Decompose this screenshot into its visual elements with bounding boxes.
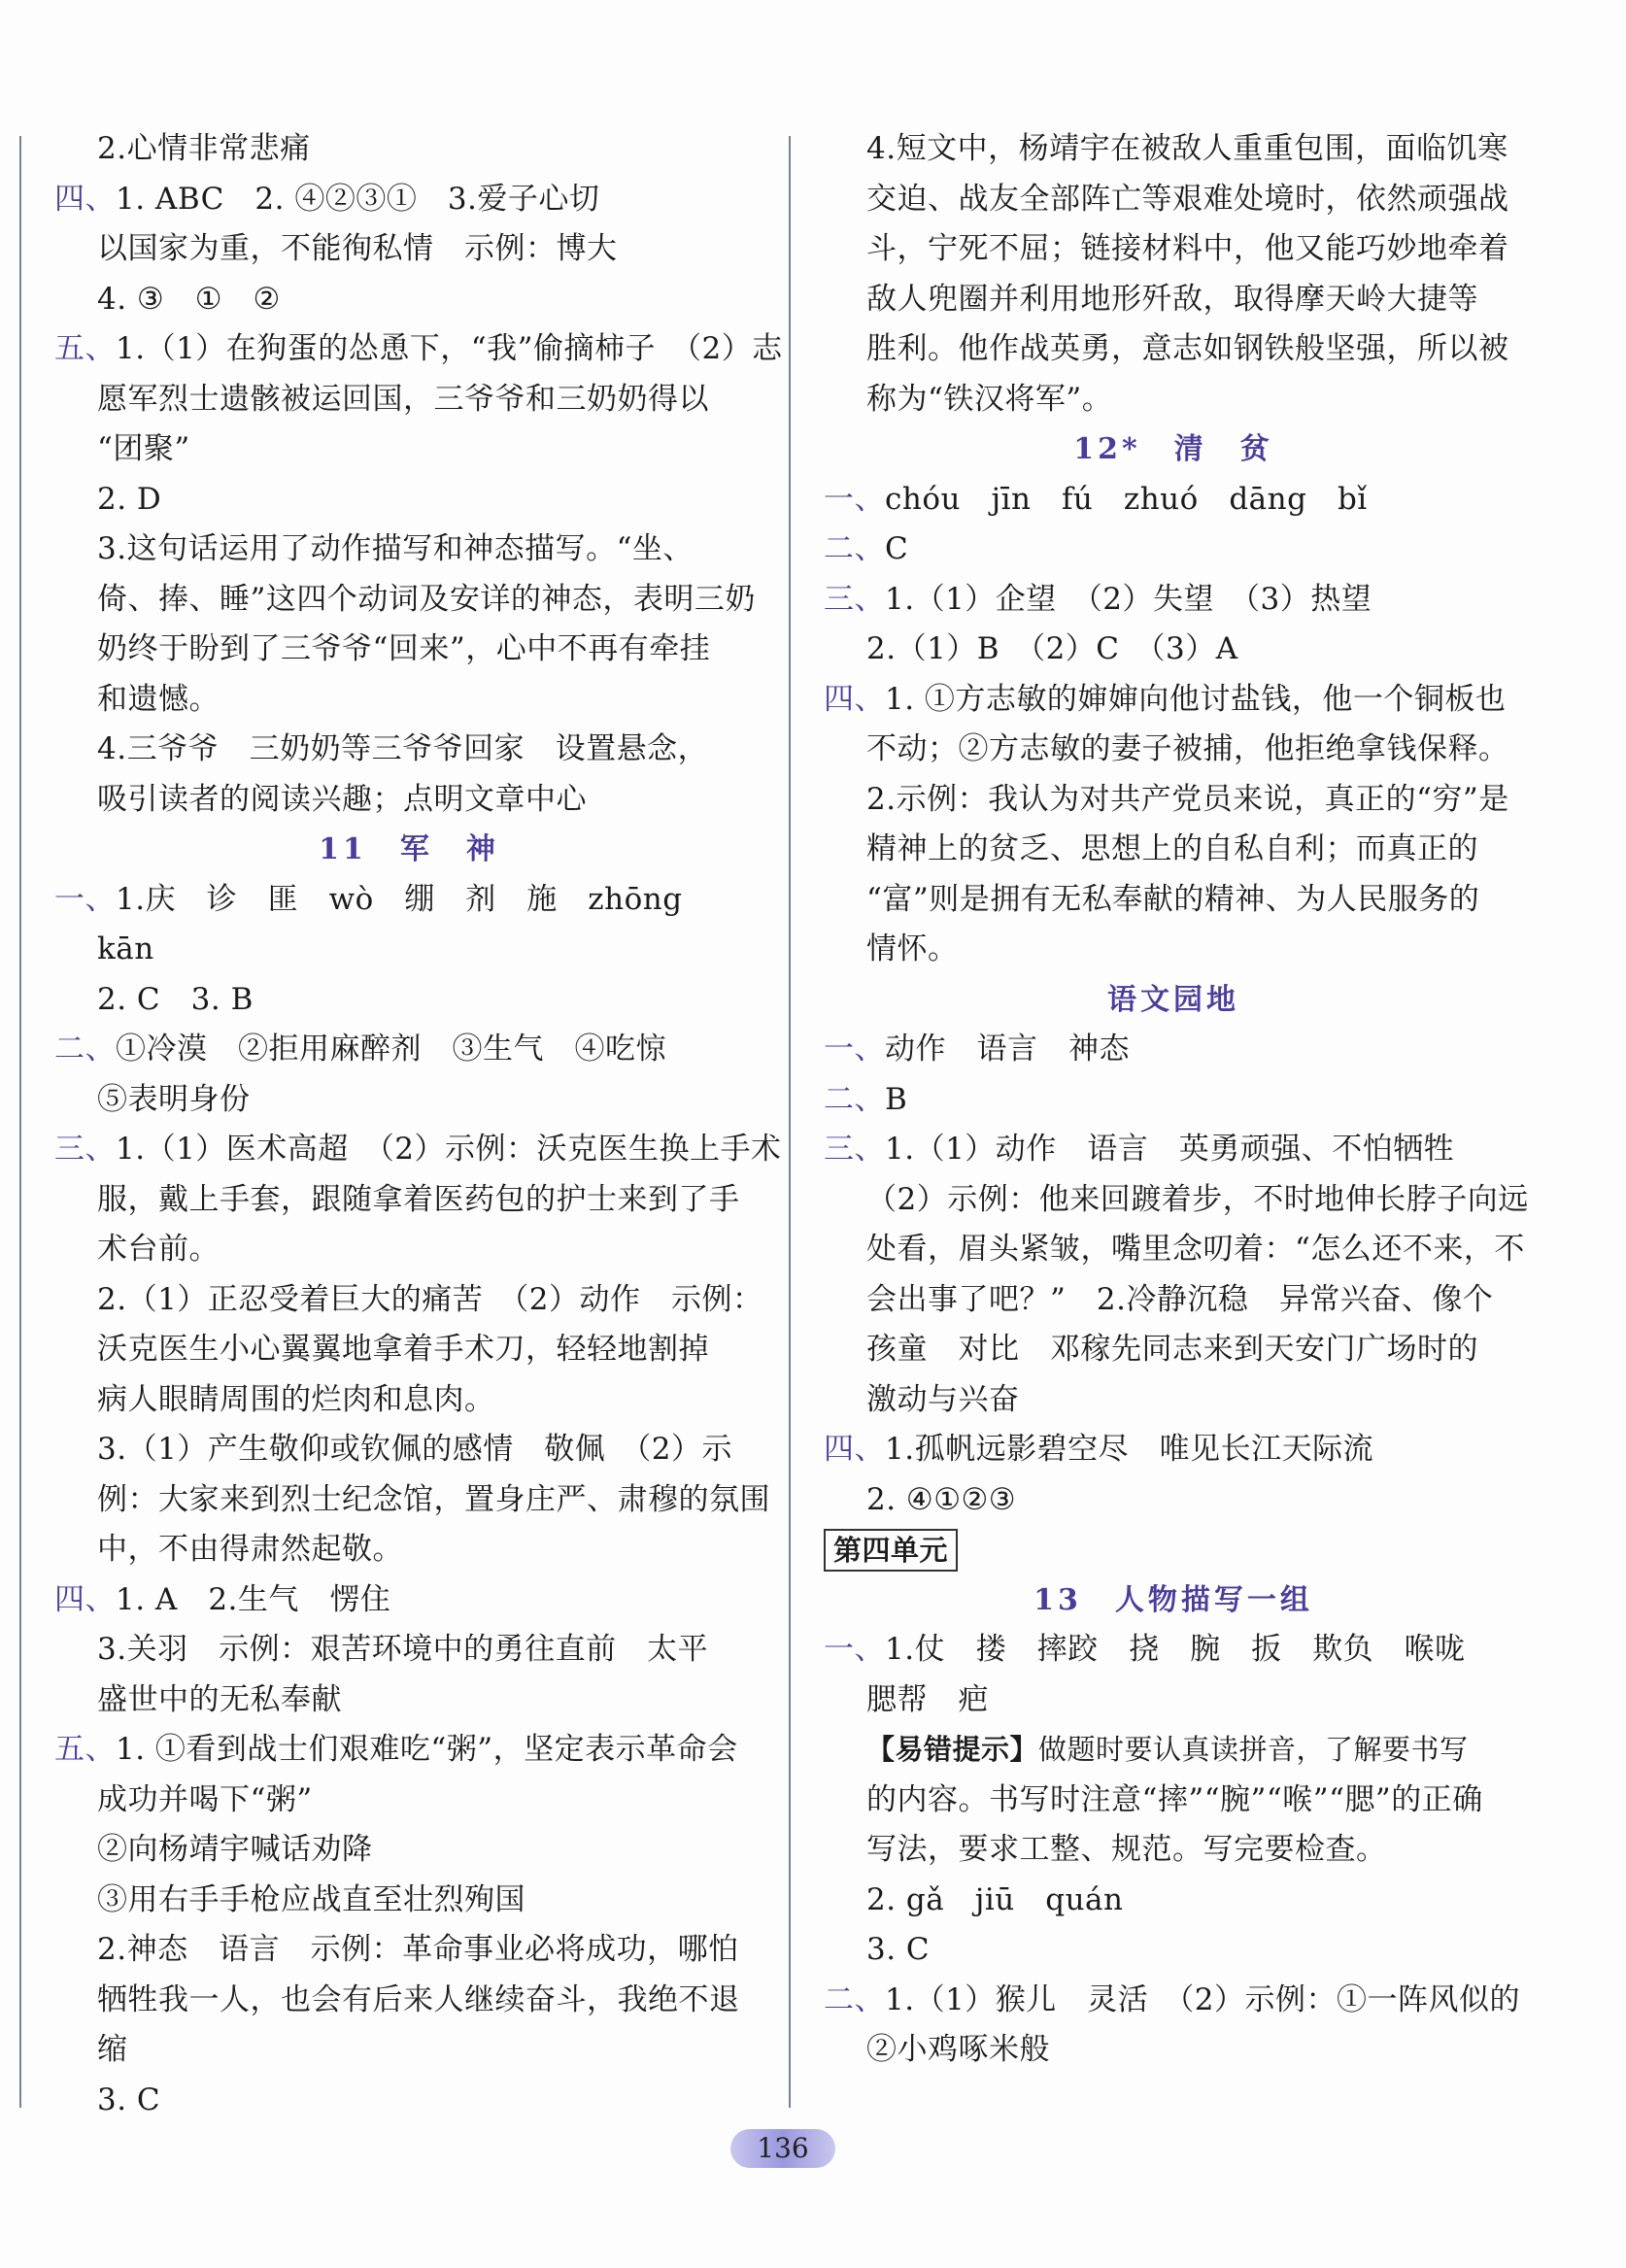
answer-line (824, 124, 1523, 175)
error-tip-label: 【易错提示】 (866, 1733, 1039, 1766)
answer-text: 2. gǎ jiū quán (866, 1881, 1124, 1917)
left-margin-rule (19, 136, 21, 2108)
section-marker: 一、 (824, 1032, 885, 1066)
answer-line (824, 1075, 1523, 1126)
answer-line (54, 1625, 763, 1676)
answer-text: 交迫、战友全部阵亡等艰难处境时，依然顽强战 (866, 181, 1509, 217)
answer-line (54, 1776, 763, 1826)
answer-line (824, 1175, 1529, 1226)
answer-text: 的内容。书写时注意“摔”“腕”“喉”“腮”的正确 (866, 1781, 1483, 1817)
answer-text: “富”则是拥有无私奉献的精神、为人民服务的 (866, 881, 1480, 917)
answer-line (54, 775, 763, 826)
answer-text: 病人眼睛周围的烂肉和息肉。 (97, 1381, 495, 1417)
answer-text: 2. D (97, 481, 162, 517)
answer-line (824, 275, 1523, 325)
answer-line (824, 675, 1523, 726)
answer-line (54, 1976, 763, 2026)
answer-text: 2.（1）正忍受着巨大的痛苦 （2）动作 示例： (97, 1281, 763, 1317)
answer-text: 3.（1）产生敬仰或钦佩的感情 敬佩 （2）示 (97, 1432, 733, 1467)
answer-line (824, 775, 1523, 826)
answer-text: 2.示例：我认为对共产党员来说，真正的“穷”是 (866, 781, 1509, 817)
answer-text: 精神上的贫乏、思想上的自私自利；而真正的 (866, 831, 1478, 866)
section-marker: 五、 (54, 1732, 116, 1767)
section-marker: 四、 (54, 181, 116, 217)
unit-label: 第四单元 (824, 1529, 958, 1572)
answer-line (54, 275, 763, 325)
answer-text: 吸引读者的阅读兴趣；点明文章中心 (97, 781, 587, 817)
answer-line (824, 825, 1523, 875)
answer-text: “团聚” (97, 431, 190, 466)
answer-line (54, 2025, 763, 2076)
answer-line (54, 1325, 763, 1375)
answer-line (54, 1375, 763, 1426)
section-marker: 二、 (824, 1981, 885, 2017)
answer-line (54, 1676, 763, 1726)
answer-text: ②小鸡啄米般 (866, 2032, 1050, 2067)
answer-text: 3.这句话运用了动作描写和神态描写。“坐、 (97, 531, 694, 566)
answer-line (824, 1776, 1523, 1826)
answer-line (824, 1275, 1523, 1326)
answer-text: 服，戴上手套，跟随拿着医药包的护士来到了手 (97, 1181, 740, 1217)
answer-text: 3. C (866, 1932, 931, 1967)
answer-text: 和遗憾。 (97, 681, 220, 717)
answer-line (824, 725, 1523, 775)
answer-text: 腮帮 疤 (866, 1681, 989, 1717)
answer-text: 做题时要认真读拼音，了解要书写 (1038, 1733, 1469, 1766)
answer-line (54, 1275, 763, 1326)
unit-heading (824, 1525, 1523, 1575)
answer-text: kān (97, 931, 154, 966)
answer-text: 3. C (97, 2082, 161, 2117)
answer-line (824, 475, 1523, 525)
section-marker: 三、 (54, 1132, 116, 1167)
answer-line (54, 375, 763, 425)
answer-text: 1. A 2.生气 愣住 (116, 1581, 391, 1617)
answer-line (824, 925, 1523, 975)
answer-text: 2.神态 语言 示例：革命事业必将成功，哪怕 (97, 1932, 739, 1967)
answer-line (824, 1325, 1523, 1375)
answer-text: 处看，眉头紧皱，嘴里念叨着：“怎么还不来，不 (866, 1232, 1525, 1267)
section-title: 13 人物描写一组 (1033, 1582, 1313, 1617)
answer-line (54, 1075, 763, 1126)
answer-text: 缩 (97, 2032, 128, 2067)
answer-line (824, 175, 1523, 225)
answer-line (824, 1125, 1523, 1175)
section-marker: 三、 (824, 1132, 885, 1167)
answer-text: 4. ③ ① ② (97, 281, 281, 317)
answer-text: 成功并喝下“粥” (97, 1781, 313, 1817)
answer-text: （2）示例：他来回踱着步，不时地伸长脖子向远 (866, 1181, 1529, 1217)
answer-text: ①冷漠 ②拒用麻醉剂 ③生气 ④吃惊 (116, 1032, 666, 1066)
answer-line (824, 875, 1523, 926)
answer-text: 斗，宁死不屈；链接材料中，他又能巧妙地牵着 (866, 231, 1509, 266)
section-marker: 二、 (54, 1032, 116, 1066)
answer-line (824, 1625, 1523, 1676)
answer-line (54, 1725, 763, 1776)
answer-text: 中，不由得肃然起敬。 (97, 1532, 403, 1567)
answer-text: 孩童 对比 邓稼先同志来到天安门广场时的 (866, 1332, 1478, 1367)
answer-text: 4.短文中，杨靖宇在被敌人重重包围，面临饥寒 (866, 131, 1508, 166)
answer-text: ⑤表明身份 (97, 1081, 251, 1117)
answer-text: 1.（1）医术高超 （2）示例：沃克医生换上手术 (116, 1132, 782, 1167)
answer-line (824, 625, 1523, 675)
answer-text: 1.（1）在狗蛋的怂恿下，“我”偷摘柿子 （2）志 (116, 331, 783, 366)
answer-text: 1.孤帆远影碧空尽 唯见长江天际流 (885, 1432, 1374, 1467)
section-marker: 二、 (824, 531, 885, 566)
answer-text: 4.三爷爷 三奶奶等三爷爷回家 设置悬念， (97, 731, 709, 766)
answer-text: 激动与兴奋 (866, 1381, 1020, 1417)
answer-text: 2. ④①②③ (866, 1481, 1017, 1517)
answer-line (824, 324, 1523, 375)
answer-line (54, 1575, 763, 1626)
answer-line (54, 575, 763, 626)
left-column (54, 124, 783, 2125)
answer-line (54, 1025, 763, 1075)
answer-line (824, 1825, 1523, 1876)
answer-line (824, 1475, 1523, 1526)
answer-line (54, 1175, 763, 1226)
answer-line (824, 1025, 1523, 1075)
answer-line (54, 2076, 763, 2126)
answer-line (824, 575, 1523, 626)
section-marker: 一、 (824, 481, 885, 517)
answer-line (54, 1876, 763, 1926)
section-marker: 二、 (824, 1081, 885, 1117)
answer-line (54, 324, 783, 375)
answer-text: 动作 语言 神态 (885, 1032, 1130, 1066)
answer-text: chóu jīn fú zhuó dāng bǐ (885, 481, 1368, 517)
answer-text: 倚、捧、睡”这四个动词及安详的神态，表明三奶 (97, 581, 756, 617)
answer-text: 情怀。 (866, 931, 959, 966)
section-marker: 四、 (824, 1432, 885, 1467)
answer-text: 沃克医生小心翼翼地拿着手术刀，轻轻地割掉 (97, 1332, 709, 1367)
section-title: 11 军 神 (319, 832, 499, 866)
answer-line (824, 1876, 1523, 1926)
answer-line (824, 525, 1523, 575)
answer-line (54, 1825, 763, 1876)
section-title: 语文园地 (1107, 982, 1239, 1017)
answer-line (824, 1925, 1523, 1976)
answer-text: B (885, 1081, 908, 1117)
answer-text: 奶终于盼到了三爷爷“回来”，心中不再有牵挂 (97, 631, 711, 666)
answer-line (54, 475, 763, 525)
answer-line (54, 875, 763, 926)
answer-line (824, 1976, 1523, 2026)
answer-line (54, 424, 763, 475)
section-title: 12* 清 贫 (1073, 432, 1273, 466)
page-number: 136 (730, 2129, 835, 2168)
column-divider (789, 136, 791, 2108)
answer-text: 1. ①方志敏的婶婶向他讨盐钱，他一个铜板也 (885, 681, 1507, 717)
answer-line (54, 1125, 782, 1175)
answer-text: 1. ①看到战士们艰难吃“粥”，坚定表示革命会 (116, 1732, 738, 1767)
answer-line (54, 925, 763, 975)
answer-text: C (885, 531, 909, 566)
answer-text: 敌人兜圈并利用地形歼敌，取得摩天岭大捷等 (866, 281, 1478, 317)
answer-line (54, 1425, 763, 1475)
answer-line (54, 525, 763, 575)
answer-line (54, 1225, 763, 1275)
section-marker: 一、 (824, 1632, 885, 1667)
answer-line (54, 1925, 763, 1976)
answer-text: ③用右手手枪应战直至壮烈殉国 (97, 1881, 525, 1917)
answer-text: 2. C 3. B (97, 981, 254, 1017)
answer-line (824, 1676, 1523, 1726)
section-marker: 四、 (54, 1581, 116, 1617)
answer-line (824, 2025, 1523, 2076)
answer-line (824, 224, 1523, 275)
section-marker: 一、 (54, 881, 116, 917)
answer-text: 1.（1）猴儿 灵活 （2）示例：①一阵风似的 (885, 1981, 1521, 2017)
answer-line (54, 975, 763, 1026)
answer-line (824, 1375, 1523, 1426)
answer-line (54, 175, 763, 225)
answer-line (54, 625, 763, 675)
answer-line (54, 1475, 770, 1526)
answer-text: 1.仗 搂 摔跤 挠 腕 扳 欺负 喉咙 (885, 1632, 1466, 1667)
answer-text: 1. ABC 2. ④②③① 3.爱子心切 (116, 181, 600, 217)
answer-text: 盛世中的无私奉献 (97, 1681, 342, 1717)
answer-text: 称为“铁汉将军”。 (866, 381, 1113, 417)
answer-text: 2.（1）B （2）C （3）A (866, 631, 1238, 666)
answer-text: 3.关羽 示例：艰苦环境中的勇往直前 太平 (97, 1632, 709, 1667)
answer-text: 愿军烈士遗骸被运回国，三爷爷和三奶奶得以 (97, 381, 709, 417)
section-marker: 五、 (54, 331, 116, 366)
section-marker: 三、 (824, 581, 885, 617)
answer-text: ②向杨靖宇喊话劝降 (97, 1832, 373, 1867)
answer-text: 会出事了吧？” 2.冷静沉稳 异常兴奋、像个 (866, 1281, 1494, 1317)
answer-text: 牺牲我一人，也会有后来人继续奋斗，我绝不退 (97, 1981, 740, 2017)
answer-line (824, 1425, 1523, 1475)
answer-text: 不动；②方志敏的妻子被捕，他拒绝拿钱保释。 (866, 731, 1509, 766)
answer-text: 以国家为重，不能徇私情 示例：博大 (97, 231, 618, 266)
right-column (824, 124, 1529, 2076)
answer-line (54, 1525, 763, 1575)
answer-line (54, 675, 763, 726)
answer-text: 术台前。 (97, 1232, 220, 1267)
answer-text: 1.庆 诊 匪 wò 绷 剂 施 zhōng (116, 881, 683, 917)
answer-line (824, 375, 1523, 425)
answer-line (54, 224, 763, 275)
answer-text: 写法，要求工整、规范。写完要检查。 (866, 1832, 1387, 1867)
answer-line (824, 1725, 1523, 1776)
answer-text: 1.（1）动作 语言 英勇顽强、不怕牺牲 (885, 1132, 1455, 1167)
answer-text: 胜利。他作战英勇，意志如钢铁般坚强，所以被 (866, 331, 1509, 366)
section-marker: 四、 (824, 681, 885, 717)
answer-text: 1.（1）企望 （2）失望 （3）热望 (885, 581, 1372, 617)
answer-text: 2.心情非常悲痛 (97, 131, 311, 166)
answer-line (824, 1225, 1523, 1275)
answer-text: 例：大家来到烈士纪念馆，置身庄严、肃穆的氛围 (97, 1481, 770, 1517)
answer-line (54, 725, 763, 775)
answer-line (54, 124, 763, 175)
